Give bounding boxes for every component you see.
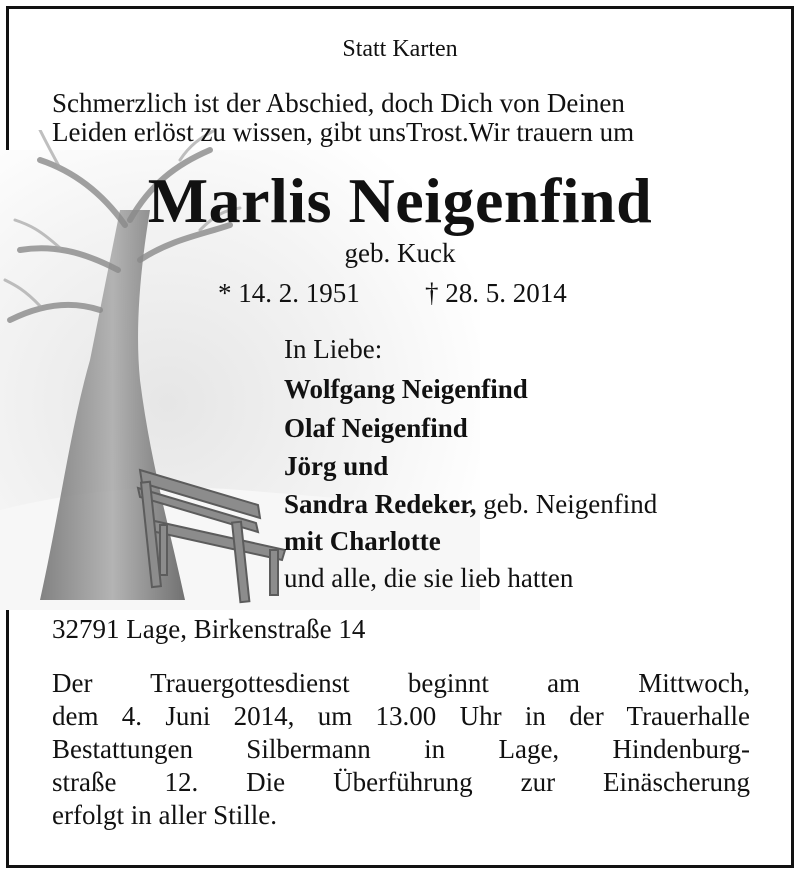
birth-date: * 14. 2. 1951: [218, 278, 360, 308]
service-line: straße 12. Die Überführung zur Einäscherung: [52, 767, 750, 797]
mourner-name: mit Charlotte: [284, 526, 441, 556]
mourner-name: Wolfgang Neigenfind: [284, 374, 528, 404]
birth-name: geb. Kuck: [344, 238, 456, 268]
service-line: Der Trauergottesdienst beginnt am Mittwoch,: [52, 668, 750, 698]
mourners-heading: In Liebe:: [284, 334, 383, 364]
service-line: Bestattungen Silbermann in Lage, Hindenburg-: [52, 734, 750, 764]
mourner-line: [284, 489, 657, 520]
mourner-name: Olaf Neigenfind: [284, 413, 468, 443]
intro-line-1: Schmerzlich ist der Abschied, doch Dich von Deinen: [52, 88, 625, 118]
intro-line-2: Leiden erlöst zu wissen, gibt unsTrost.Wir trauern um: [52, 117, 635, 147]
address: 32791 Lage, Birkenstraße 14: [52, 614, 366, 644]
mourner-name: Sandra Redeker,: [284, 489, 477, 519]
header-statt-karten: Statt Karten: [342, 36, 458, 62]
service-line: erfolgt in aller Stille.: [52, 800, 277, 830]
mourners-closing: und alle, die sie lieb hatten: [284, 563, 574, 593]
service-line: dem 4. Juni 2014, um 13.00 Uhr in der Trauerhalle: [52, 701, 750, 731]
death-date: † 28. 5. 2014: [425, 278, 567, 308]
deceased-name: Marlis Neigenfind: [147, 165, 653, 236]
mourner-birth-name: geb. Neigenfind: [483, 489, 658, 519]
mourner-name: Jörg und: [284, 451, 389, 481]
